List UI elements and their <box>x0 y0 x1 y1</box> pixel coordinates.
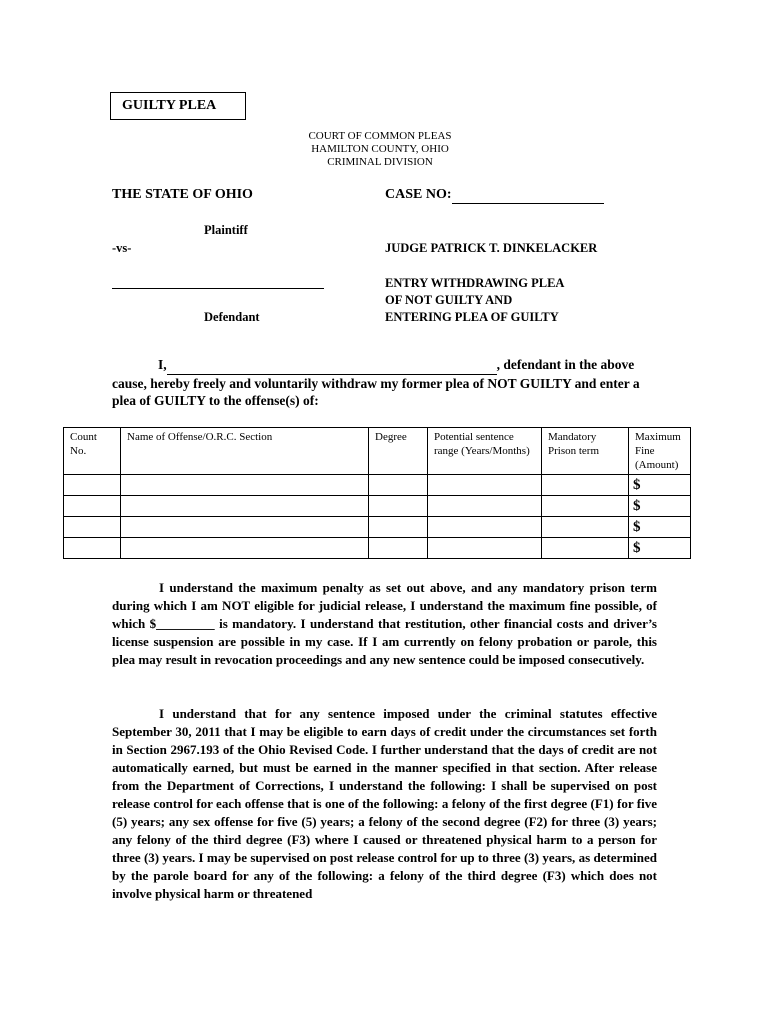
header-offense: Name of Offense/O.R.C. Section <box>121 428 369 475</box>
count-cell[interactable] <box>64 475 121 496</box>
post-release-paragraph <box>112 705 657 903</box>
table-row <box>64 517 691 538</box>
state-of-ohio: THE STATE OF OHIO <box>112 187 253 202</box>
degree-cell[interactable] <box>369 496 428 517</box>
judge-name: JUDGE PATRICK T. DINKELACKER <box>385 241 598 255</box>
plaintiff-label: Plaintiff <box>204 223 248 237</box>
entry-title-line2: OF NOT GUILTY AND <box>385 293 513 307</box>
header-fine: Maximum Fine (Amount) <box>629 428 691 475</box>
mandatory-cell[interactable] <box>542 538 629 559</box>
entry-title <box>385 275 564 326</box>
plea-text: cause, hereby freely and voluntarily withdraw my former plea of NOT GUILTY and enter a plea of GUILTY to the offense(s) of: <box>112 375 640 408</box>
penalty-text: I understand the maximum penalty as set out above, and any mandatory prison term during which I am NOT eligible for judicial release, I understand the maximum fine possible, of which $_________ is mandatory. I understand that restitution, other financial costs and driver’s license suspension are possible in my case. If I am currently on felony probation or parole, this plea may result in revocation proceedings and any new sentence could be imposed consecutively. <box>112 580 657 667</box>
court-header <box>230 130 530 169</box>
header-mandatory: Mandatory Prison term <box>542 428 629 475</box>
court-name: COURT OF COMMON PLEAS <box>308 130 452 142</box>
count-cell[interactable] <box>64 538 121 559</box>
penalty-paragraph <box>112 579 657 669</box>
post-release-text: I understand that for any sentence imposed under the criminal statutes effective September 30, 2011 that I may be eligible to earn days of credit under the circumstances set forth in Section 2967.193 of the Ohio Revised Code. I further understand that the days of credit are not automatically earned, but must be earned in the manner specified in that section. After release from the Department of Corrections, I understand the following: I shall be supervised on post release control for each offense that is one of the following: a felony of the first degree (F1) for five (5) years; any sex offense for five (5) years; a felony of the second degree (F2) for three (3) years; any felony of the third degree (F3) where I caused or threatened physical harm to a person for three (3) years. I may be supervised on post release control for up to three (3) years, as determined by the parole board for any of the following: a felony of the third degree (F3) which does not involve physical harm or threatened <box>112 706 657 901</box>
plea-suffix: , defendant in the above <box>496 357 635 372</box>
degree-cell[interactable] <box>369 538 428 559</box>
range-cell[interactable] <box>428 475 542 496</box>
defendant-label: Defendant <box>204 310 260 324</box>
defendant-name-input[interactable] <box>112 288 324 289</box>
offense-cell[interactable] <box>121 475 369 496</box>
case-number-label: CASE NO: <box>385 187 452 202</box>
case-number-input[interactable] <box>452 187 604 204</box>
fine-cell[interactable]: $ <box>629 517 691 538</box>
court-county: HAMILTON COUNTY, OHIO <box>311 143 449 155</box>
fine-cell[interactable]: $ <box>629 538 691 559</box>
court-division: CRIMINAL DIVISION <box>327 156 433 168</box>
entry-title-line1: ENTRY WITHDRAWING PLEA <box>385 276 565 290</box>
mandatory-cell[interactable] <box>542 496 629 517</box>
mandatory-cell[interactable] <box>542 517 629 538</box>
case-number <box>385 187 604 204</box>
table-row <box>64 496 691 517</box>
defendant-name-field[interactable] <box>167 356 497 375</box>
offense-table-header <box>64 428 691 475</box>
plea-prefix: I, <box>158 357 167 372</box>
degree-cell[interactable] <box>369 517 428 538</box>
degree-cell[interactable] <box>369 475 428 496</box>
mandatory-cell[interactable] <box>542 475 629 496</box>
header-range: Potential sentence range (Years/Months) <box>428 428 542 475</box>
table-row <box>64 475 691 496</box>
entry-title-line3: ENTERING PLEA OF GUILTY <box>385 310 559 324</box>
offense-table <box>63 427 691 559</box>
range-cell[interactable] <box>428 517 542 538</box>
header-degree: Degree <box>369 428 428 475</box>
header-count: Count No. <box>64 428 121 475</box>
plea-statement <box>112 356 660 410</box>
range-cell[interactable] <box>428 538 542 559</box>
fine-cell[interactable]: $ <box>629 475 691 496</box>
vs-label: -vs- <box>112 241 132 255</box>
fine-cell[interactable]: $ <box>629 496 691 517</box>
table-row <box>64 538 691 559</box>
offense-cell[interactable] <box>121 517 369 538</box>
count-cell[interactable] <box>64 517 121 538</box>
form-title: GUILTY PLEA <box>110 92 246 120</box>
range-cell[interactable] <box>428 496 542 517</box>
offense-cell[interactable] <box>121 538 369 559</box>
count-cell[interactable] <box>64 496 121 517</box>
offense-cell[interactable] <box>121 496 369 517</box>
